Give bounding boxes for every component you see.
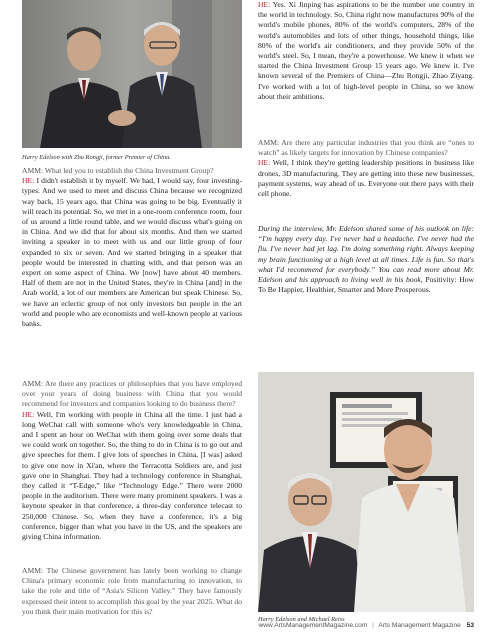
he-label: HE: [258,0,271,9]
question-text: AMM: What led you to establish the China Investment Group? [22,166,214,175]
right-column-mid [258,138,474,199]
he-label: HE: [22,176,35,186]
answer-text: Well, I'm working with people in China all the time. I just had a long WeChat call with someone who's very knowledgeable in China, and I spent an hour on WeChat with them going over some deals that we could work on together. So, the thing to do in China is to go out and give speeches for them. I give lots of speeches in China, [I was] asked to give one now in Xi'an, where the Terracotta Soldiers are, and just gave one in Shanghai. They had a technology conference in Shanghai, they called it “T-Edge,” like “Technology Edge.” There were 2000 people in the auditorium. There were many prominent speakers. I was a keynote speaker in that conference, a three-day conference telecast to 250,000 Chinese. So, when they have a conference, it's a big conference, bigger than what you have in the US, and the speakers are giving China information. [22,409,242,542]
question-text: AMM: Are there any particular industries that you think are “ones to watch” as likely targets for innovation by Chinese companies? [258,138,474,158]
outlook-text: During the interview, Mr. Edelson shared some of his outlook on life: “I'm happy every day. I've never had a headache. I've never had the flu. I've never had jet lag. I'm doing something right. Always keeping my brain functioning at a high level at all times. Life is fun. So that's what I'd recommend for everybody.” You can read more about Mr. Edelson and his approach to living well in his book, [258,224,474,285]
question-text: AMM: The Chinese government has lately been working to change China's primary economic role from manufacturing to innovation, to take the role and title of “Asia's Silicon Valley.” They have famously expressed their intent to accomplish this goal by the year 2025. What do you think their main motivation for this is? [22,566,242,616]
photo-illustration [258,372,474,612]
answer-text: Well, I think they're getting leadership positions in business like drones, 3D manufacturing. They are getting into these new businesses, payment systems, way ahead of us. Everyone out there pays with their cell phone. [258,158,474,199]
outlook-paragraph [258,224,474,295]
answer-text: I didn't establish it by myself. We had, I would say, four investing-types. And we used to meet and discuss China because we recognized way back, 15 years ago, that China was going to be big. Eventually it will reach its potential. So, we met in a one-room conference room, four of us around a little round table, and we would discuss what's going on in China. And we did that for about six months. And then we started inviting a speaker in to meet with us and our little group of four expanded to six or seven. And we started bringing in a speaker that people would be interested in chatting with, and that person was an expert on some aspect of China. We [now] have about 40 members. Half of them are not in the United States, they're in China [and] in the Arab world, a lot of our members are American but speak Chinese. So, we have an eclectic group of not only investors but people in the art world and people who are economists and well-known people at various banks. [22,176,242,329]
photo-illustration [22,0,242,148]
photo2-caption: Harry Edelson and Michael Reiss [258,616,345,623]
photo-edelson-zhu-rongji [22,0,242,148]
page-number: 53 [466,622,474,629]
footer-separator: | [372,622,374,629]
left-column-q3 [22,566,242,617]
left-column-q1 [22,166,242,329]
book-title: Positivity: How To Be Happier, Healthier, Smarter and More Prosperous. [258,275,474,295]
he-label: HE: [22,409,35,419]
photo1-caption: Harry Edelson with Zhu Rongji, former Premier of China. [22,154,171,161]
footer-magazine-name: Arts Management Magazine [378,622,461,629]
right-column-top [258,0,474,109]
left-column-q2 [22,379,242,542]
answer-text: Yes. Xi Jinping has aspirations to be the number one country in the world in technology. So, China right now manufactures 90% of the world's mobile phones, 80% of the world's computers, 28% of the world's automobiles and lots of other things, household things, like 80% of the world's air conditioners, and they provide 50% of the world's steel. So, I mean, they're a powerhouse. We knew it when we started the China Investment Group 15 years ago. We knew it. I've known several of the Premiers of China—Zhu Rongji, Zhao Ziyang. I've worked with a lot of high-level people in China, so we know about their ambitions. [258,0,474,101]
question-text: AMM: Are there any practices or philosophies that you have employed over your years of doing business with China that you would recommend for investors and companies looking to do business there? [22,379,242,409]
footer-website-link[interactable]: www.ArtsManagementMagazine.com [258,622,368,629]
he-label: HE: [258,158,271,168]
page-footer [258,622,474,629]
photo-edelson-reiss [258,372,474,612]
